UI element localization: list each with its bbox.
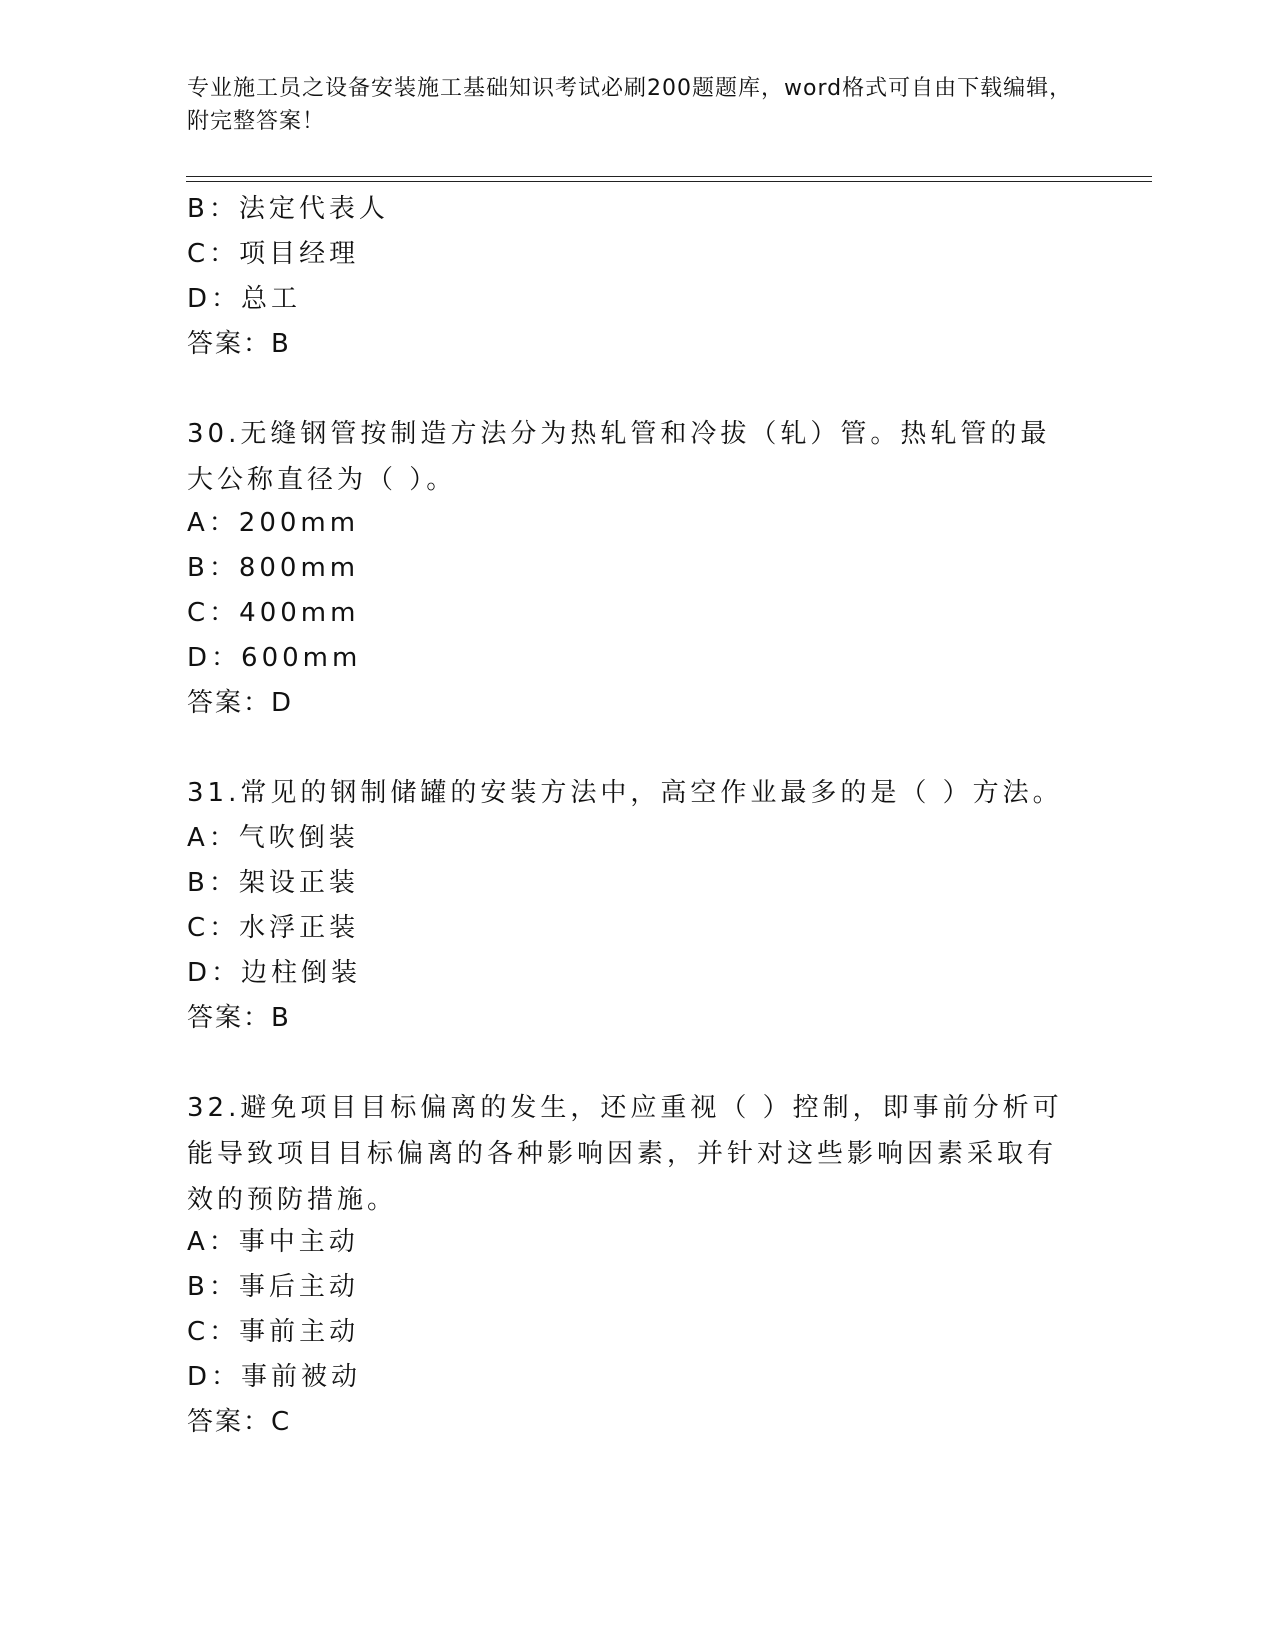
q31-answer: 答案：B: [187, 1003, 291, 1033]
document-header: 专业施工员之设备安装施工基础知识考试必刷200题题库，word格式可自由下载编辑，附完整答案！: [187, 76, 1073, 134]
q30-option-b: B：800mm: [187, 553, 360, 583]
q31-option-d: D：边柱倒装: [187, 958, 362, 988]
q30-option-a: A：200mm: [187, 508, 360, 538]
q32-option-b: B：事后主动: [187, 1272, 359, 1302]
q32-option-c: C：事前主动: [187, 1317, 360, 1347]
q31-option-b: B：架设正装: [187, 868, 359, 898]
q30-answer: 答案：D: [187, 688, 294, 718]
q32-question: 32.避免项目目标偏离的发生，还应重视（ ）控制，即事前分析可能导致项目目标偏离的各种影响因素，并针对这些影响因素采取有效的预防措施。: [187, 1093, 1063, 1215]
q30-option-c: C：400mm: [187, 598, 360, 628]
q32-answer: 答案：C: [187, 1407, 292, 1437]
q30-question: 30.无缝钢管按制造方法分为热轧管和冷拔（轧）管。热轧管的最大公称直径为（ ）。: [187, 419, 1051, 495]
q32-option-a: A：事中主动: [187, 1227, 359, 1257]
q31-option-a: A：气吹倒装: [187, 823, 359, 853]
q29-option-c: C：项目经理: [187, 239, 360, 269]
q30-option-d: D：600mm: [187, 643, 362, 673]
q29-option-d: D：总工: [187, 284, 302, 314]
q29-answer: 答案：B: [187, 329, 291, 359]
q31-question: 31.常见的钢制储罐的安装方法中，高空作业最多的是（ ）方法。: [187, 778, 1063, 808]
header-divider-bottom: [186, 181, 1152, 182]
header-divider-top: [186, 176, 1152, 177]
q31-option-c: C：水浮正装: [187, 913, 360, 943]
q32-option-d: D：事前被动: [187, 1362, 362, 1392]
q29-option-b: B：法定代表人: [187, 194, 389, 224]
